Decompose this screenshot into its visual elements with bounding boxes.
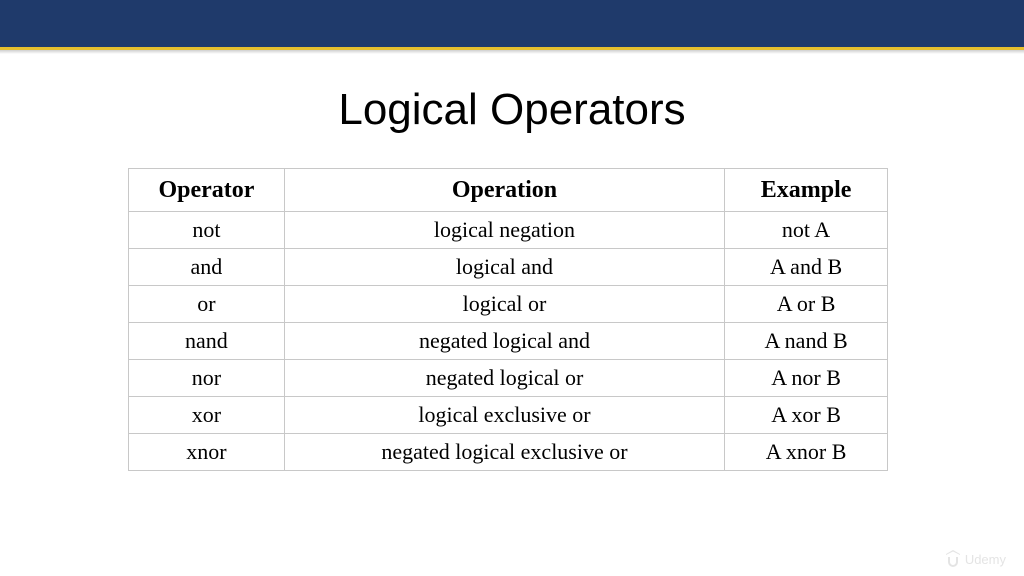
table-row	[129, 434, 888, 471]
header-operation: Operation	[284, 169, 724, 212]
example-cell: A nand B	[725, 323, 888, 360]
example-cell: A nor B	[725, 360, 888, 397]
example-cell: A and B	[725, 249, 888, 286]
header-bar	[0, 0, 1024, 47]
table-row	[129, 360, 888, 397]
table-row	[129, 249, 888, 286]
table-row	[129, 212, 888, 249]
operators-table	[128, 168, 888, 471]
operator-cell: not	[129, 212, 285, 249]
table-row	[129, 323, 888, 360]
table-header-row	[129, 169, 888, 212]
udemy-watermark	[945, 550, 1006, 568]
operator-cell: xor	[129, 397, 285, 434]
example-cell: not A	[725, 212, 888, 249]
example-cell: A or B	[725, 286, 888, 323]
table-row	[129, 286, 888, 323]
operator-cell: and	[129, 249, 285, 286]
operation-cell: logical negation	[284, 212, 724, 249]
udemy-logo-icon	[945, 550, 961, 568]
table-row	[129, 397, 888, 434]
operation-cell: negated logical exclusive or	[284, 434, 724, 471]
slide-title: Logical Operators	[338, 85, 686, 134]
example-cell: A xnor B	[725, 434, 888, 471]
operation-cell: logical or	[284, 286, 724, 323]
operation-cell: logical exclusive or	[284, 397, 724, 434]
operator-cell: nand	[129, 323, 285, 360]
operator-cell: xnor	[129, 434, 285, 471]
operation-cell: negated logical or	[284, 360, 724, 397]
operation-cell: negated logical and	[284, 323, 724, 360]
header-example: Example	[725, 169, 888, 212]
header-operator: Operator	[129, 169, 285, 212]
operator-cell: or	[129, 286, 285, 323]
header-shadow	[0, 50, 1024, 54]
watermark-text: Udemy	[964, 551, 1006, 567]
example-cell: A xor B	[725, 397, 888, 434]
operation-cell: logical and	[284, 249, 724, 286]
operator-cell: nor	[129, 360, 285, 397]
